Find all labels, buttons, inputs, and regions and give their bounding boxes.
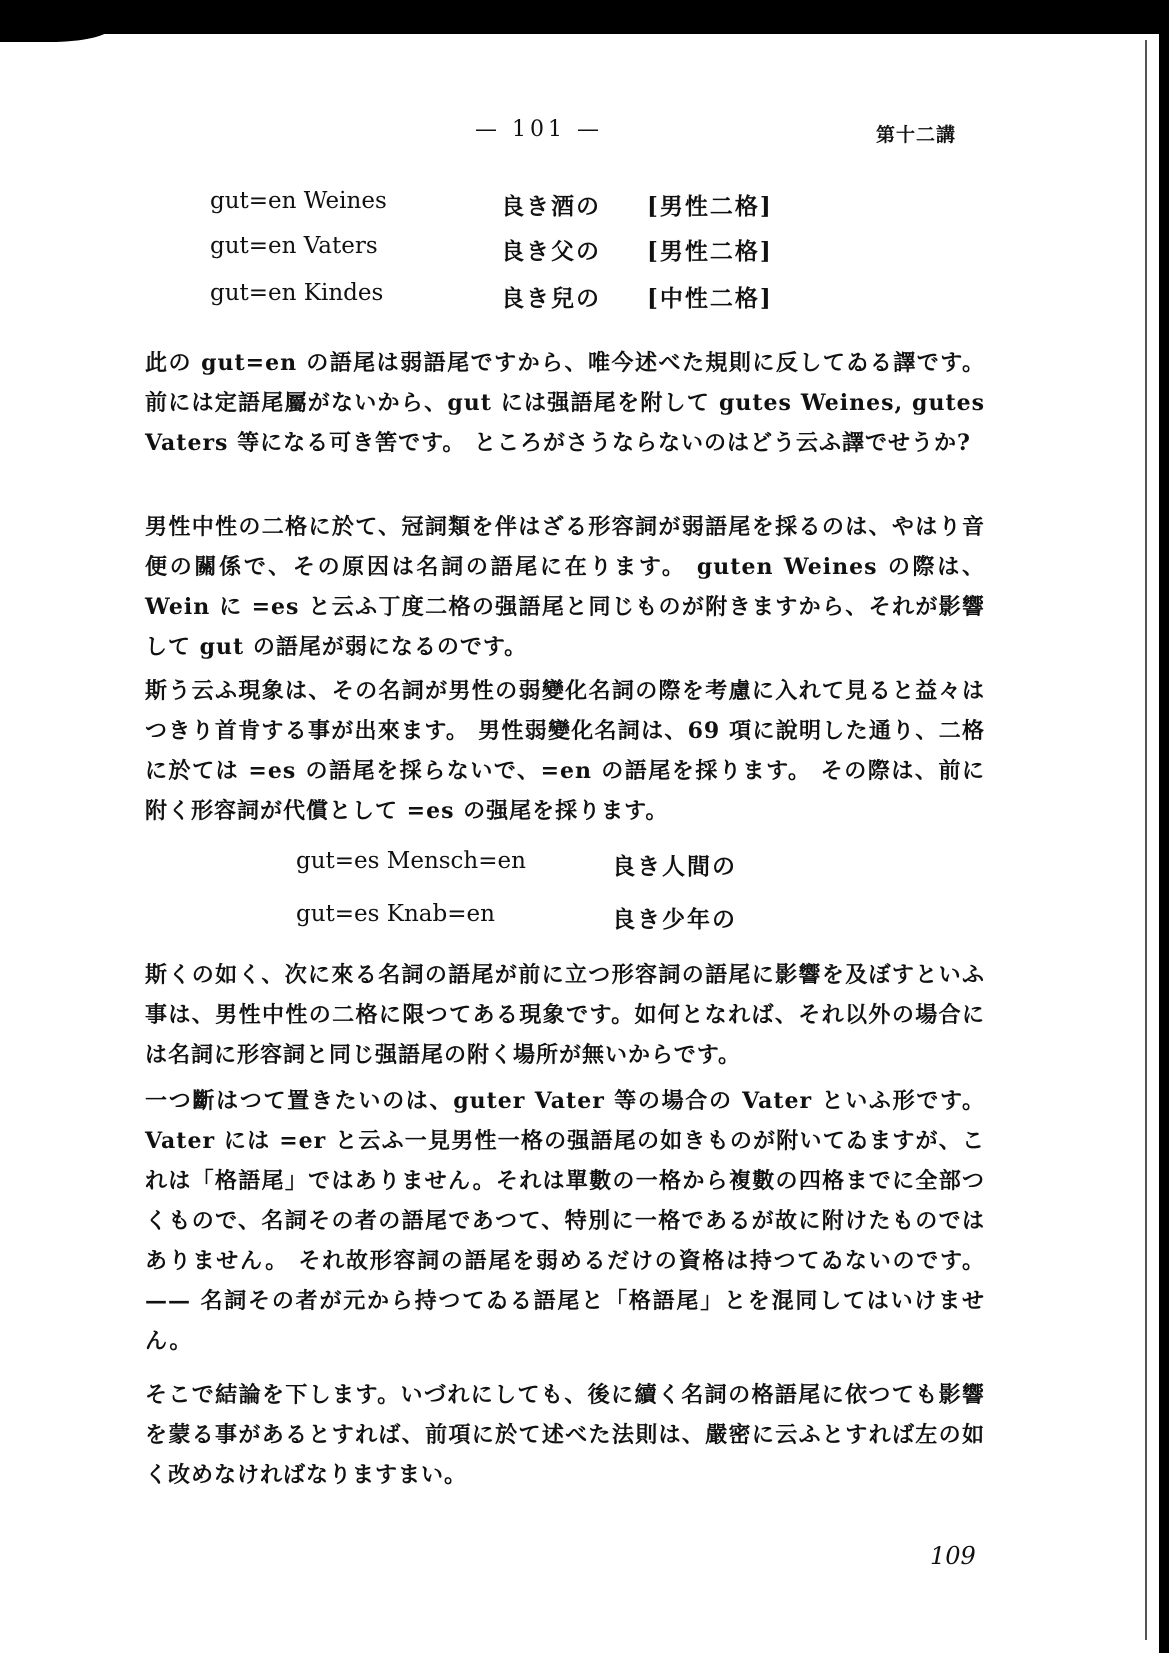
page-number: 109 bbox=[930, 1542, 976, 1570]
scan-edge-right bbox=[1159, 0, 1169, 1653]
paragraph: 男性中性の二格に於て、冠詞類を伴はざる形容詞が弱語尾を採るのは、やはり音便の關係で、その原因は名詞の語尾に在ります。 guten Weines の際は、Wein に =es と云ふ丁度二格の强語尾と同じものが附きますから、それが影響して gut の語尾が弱になるのです。 bbox=[145, 514, 985, 660]
japanese-gloss: 良き父の bbox=[501, 238, 601, 265]
scan-edge-notch bbox=[0, 28, 110, 42]
paragraph: 一つ斷はつて置きたいのは、guter Vater 等の場合の Vater といふ形です。Vater には =er と云ふ一見男性一格の强語尾の如きものが附いてゐますが、これは「格語尾」ではありません。それは單數の一格から複數の四格までに全部つくもので、名詞その者の語尾であつて、特別に一格であるが故に附けたものではありません。 それ故形容詞の語尾を弱めるだけの資格は持つてゐないのです。—— 名詞その者が元から持つてゐる語尾と「格語尾」とを混同してはいけません。 bbox=[145, 1088, 985, 1354]
german-phrase: gut=es Knab=en bbox=[296, 901, 495, 927]
german-phrase: gut=en Weines bbox=[210, 188, 387, 214]
german-phrase: gut=en Kindes bbox=[210, 280, 384, 306]
scan-gutter-line bbox=[1145, 40, 1147, 1640]
japanese-gloss: 良き人間の bbox=[612, 853, 737, 880]
case-tag: [男性二格] bbox=[647, 238, 773, 265]
german-phrase: gut=en Vaters bbox=[210, 233, 378, 259]
running-head: — 101 — bbox=[475, 117, 603, 142]
german-phrase: gut=es Mensch=en bbox=[296, 848, 526, 874]
paragraph: 斯う云ふ現象は、その名詞が男性の弱變化名詞の際を考慮に入れて見ると益々はつきり首肯する事が出來ます。 男性弱變化名詞は、69 項に說明した通り、二格に於ては =es の語尾を採らないで、=en の語尾を採ります。 その際は、前に附く形容詞が代償として =es の强尾を採ります。 bbox=[145, 678, 985, 824]
paragraph: 此の gut=en の語尾は弱語尾ですから、唯今述べた規則に反してゐる譯です。 前には定語尾屬がないから、gut には强語尾を附して gutes Weines, gutes Vaters 等になる可き筈です。 ところがさうならないのはどう云ふ譯でせうか? bbox=[145, 350, 985, 456]
case-tag: [中性二格] bbox=[647, 285, 773, 312]
japanese-gloss: 良き酒の bbox=[501, 193, 601, 220]
scan-edge-top bbox=[0, 0, 1169, 34]
paragraph: 斯くの如く、次に來る名詞の語尾が前に立つ形容詞の語尾に影響を及ぼすといふ事は、男性中性の二格に限つてある現象です。如何となれば、それ以外の場合には名詞に形容詞と同じ强語尾の附く場所が無いからです。 bbox=[145, 962, 985, 1068]
japanese-gloss: 良き兒の bbox=[501, 285, 601, 312]
case-tag: [男性二格] bbox=[647, 193, 773, 220]
chapter-heading: 第十二講 bbox=[876, 124, 957, 146]
japanese-gloss: 良き少年の bbox=[612, 906, 737, 933]
paragraph: そこで結論を下します。いづれにしても、後に續く名詞の格語尾に依つても影響を蒙る事があるとすれば、前項に於て述べた法則は、嚴密に云ふとすれば左の如く改めなければなりますまい。 bbox=[145, 1382, 985, 1488]
